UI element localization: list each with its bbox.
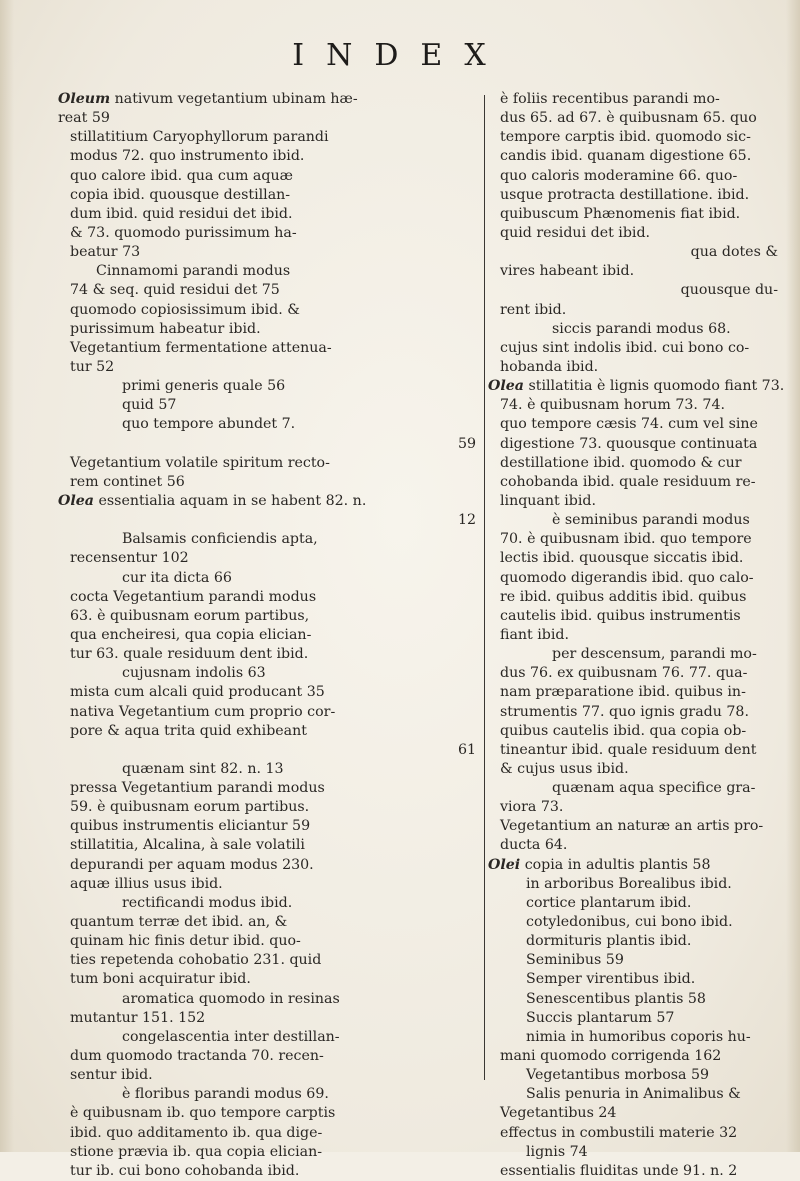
index-entry-text: quantum terræ det ibid. an, & [70,914,288,931]
index-entry-text: rectificandi modus ibid. [122,894,293,911]
index-entry-text: cur ita dicta 66 [122,569,232,586]
index-entry-text: ties repetenda cohobatio 231. quid [70,952,322,969]
index-line [58,703,486,722]
index-line [58,798,486,817]
index-line [58,951,486,970]
index-line [58,664,486,683]
index-entry-text: quænam sint 82. n. 13 [122,760,284,777]
index-entry-text: cujus sint indolis ibid. cui bono co- [500,339,750,356]
index-entry-text: pore & aqua trita quid exhibeant [70,722,307,739]
index-entry-text: Vegetantium volatile spiritum recto- [70,454,330,471]
index-entry-text: dus 65. ad 67. è quibusnam 65. quo [500,110,757,127]
index-entry-text: Succis plantarum 57 [526,1009,675,1026]
index-line [58,167,486,186]
index-entry-text: stillatitia, Alcalina, à sale volatili [70,837,305,854]
index-line [488,722,788,741]
index-column-right [488,90,788,1181]
index-entry-text: mani quomodo corrigenda 162 [500,1048,722,1065]
index-line [58,511,486,530]
index-entry-text: è seminibus parandi modus [552,512,750,529]
index-entry-text: dus 76. ex quibusnam 76. 77. qua- [500,665,748,682]
index-entry-text: quid 57 [122,397,177,414]
index-entry-text: 12 [457,512,476,529]
index-line [488,932,788,951]
index-entry-text: tempore carptis ibid. quomodo sic- [500,129,751,146]
index-line [488,530,788,549]
index-entry-text: 59. è quibusnam eorum partibus. [70,799,310,816]
index-entry-text: quibus instrumentis eliciantur 59 [70,818,311,835]
index-line [488,511,788,530]
index-line [488,90,788,109]
index-line [58,473,486,492]
index-entry-text: nativum vegetantium ubinam hæ- [114,91,358,107]
index-line [488,473,788,492]
index-entry-text: aquæ illius usus ibid. [70,875,223,892]
index-line [488,703,788,722]
index-line [488,377,788,396]
index-entry-text: pressa Vegetantium parandi modus [70,780,325,797]
index-entry-text: quo caloris moderamine 66. quo- [500,167,738,184]
index-entry-text: digestione 73. quousque continuata [500,435,758,452]
index-entry-text: mista cum alcali quid producant 35 [70,684,325,701]
index-entry-text: tur ib. cui bono cohobanda ibid. [70,1162,300,1179]
index-entry-text: quibus cautelis ibid. qua copia ob- [500,722,747,739]
index-entry-text: qua encheiresi, qua copia elician- [70,626,312,643]
index-entry-text: qua dotes & [690,244,778,261]
index-entry-text: Balsamis conficiendis apta, [122,531,318,548]
index-entry-text: Cinnamomi parandi modus [96,263,291,280]
index-line [488,454,788,473]
index-entry-text: per descensum, parandi mo- [552,646,757,663]
index-line [58,90,486,109]
index-line [58,1028,486,1047]
index-entry-text: 63. è quibusnam eorum partibus, [70,607,310,624]
index-entry-text: primi generis quale 56 [122,378,286,395]
index-entry-text: mutantur 151. 152 [70,1009,206,1026]
index-entry-text: stione prævia ib. qua copia elician- [70,1143,323,1160]
index-line [58,205,486,224]
index-entry-text: lectis ibid. quousque siccatis ibid. [500,550,744,567]
index-entry-text: quo calore ibid. qua cum aquæ [70,167,293,184]
index-entry-text: siccis parandi modus 68. [552,320,731,337]
index-headword: Olei [488,856,521,873]
index-entry-text: 74. è quibusnam horum 73. 74. [500,397,725,414]
index-line [488,1162,788,1181]
index-entry-text: stillatitium Caryophyllorum parandi [70,129,329,146]
index-line [58,530,486,549]
index-entry-text: depurandi per aquam modus 230. [70,856,314,873]
index-line [488,1143,788,1162]
index-entry-text: quomodo copiosissimum ibid. & [70,301,300,318]
index-headword: Olea [58,492,94,509]
index-line [58,1143,486,1162]
index-line [58,186,486,205]
page-edge-left [0,0,14,1152]
index-line [58,817,486,836]
column-divider [484,95,485,1080]
index-line [488,186,788,205]
index-entry-text: 74 & seq. quid residui det 75 [70,282,280,299]
index-line [58,1066,486,1085]
index-line [488,205,788,224]
index-entry-text: quibuscum Phænomenis fiat ibid. [500,205,741,222]
index-line [488,990,788,1009]
index-line [488,875,788,894]
index-entry-text: congelascentia inter destillan- [122,1028,340,1045]
index-line [488,1047,788,1066]
index-entry-text: copia ibid. quousque destillan- [70,186,291,203]
index-entry-text: tineantur ibid. quale residuum dent [500,741,757,758]
index-line [488,664,788,683]
index-line [488,320,788,339]
index-entry-text: rent ibid. [500,301,567,318]
index-line [58,588,486,607]
index-line [58,435,486,454]
index-line [58,970,486,989]
index-line [58,415,486,434]
index-line [58,262,486,281]
index-entry-text: & 73. quomodo purissimum ha- [70,224,297,241]
index-line [488,243,788,262]
index-entry-text: cujusnam indolis 63 [122,665,266,682]
index-line [58,875,486,894]
index-line [488,951,788,970]
index-entry-text: aromatica quomodo in resinas [122,990,340,1007]
index-line [488,836,788,855]
index-entry-text: copia in adultis plantis 58 [524,856,711,873]
index-entry-text: tur 63. quale residuum dent ibid. [70,646,309,663]
index-line [58,1047,486,1066]
index-line [488,1009,788,1028]
index-line [488,970,788,989]
index-entry-text: dum ibid. quid residui det ibid. [70,205,293,222]
index-line [58,741,486,760]
index-entry-text: Semper virentibus ibid. [526,971,696,988]
index-entry-text: Senescentibus plantis 58 [526,990,706,1007]
index-entry-text: nimia in humoribus coporis hu- [526,1028,751,1045]
index-line [58,224,486,243]
index-entry-text: re ibid. quibus additis ibid. quibus [500,588,747,605]
index-entry-text: dormituris plantis ibid. [526,933,692,950]
index-line [488,147,788,166]
index-line [58,894,486,913]
index-entry-text: reat 59 [58,110,110,127]
index-entry-text: Vegetantibus morbosa 59 [526,1067,710,1084]
page-edge-right [786,0,800,1152]
index-line [58,358,486,377]
index-line [488,1085,788,1104]
index-entry-text: cortice plantarum ibid. [526,894,692,911]
index-line [488,913,788,932]
index-line [488,1104,788,1123]
index-entry-text: strumentis 77. quo ignis gradu 78. [500,703,749,720]
index-line [58,913,486,932]
index-line [488,760,788,779]
index-entry-text: rem continet 56 [70,473,185,490]
index-line [58,549,486,568]
index-entry-text: Vegetantium fermentatione attenua- [70,339,332,356]
index-line [58,377,486,396]
index-entry-text: ibid. quo additamento ib. qua dige- [70,1124,323,1141]
index-line [58,301,486,320]
index-entry-text: 70. è quibusnam ibid. quo tempore [500,531,752,548]
index-headword: Oleum [58,91,111,107]
index-line [58,1009,486,1028]
index-line [58,147,486,166]
index-line [58,281,486,300]
index-line [58,109,486,128]
index-line [488,1124,788,1143]
index-entry-text: linquant ibid. [500,492,596,509]
index-line [488,262,788,281]
index-line [488,301,788,320]
index-entry-text: è quibusnam ib. quo tempore carptis [70,1105,336,1122]
index-line [488,358,788,377]
index-line [488,281,788,300]
index-entry-text: & cujus usus ibid. [500,760,629,777]
index-line [488,798,788,817]
page-header: INDEX [292,38,508,73]
index-entry-text: Seminibus 59 [526,952,624,969]
index-entry-text: quo tempore abundet 7. [122,416,296,433]
index-line [58,645,486,664]
index-entry-text: in arboribus Borealibus ibid. [526,875,732,892]
index-entry-text: 59 [457,435,476,452]
index-line [488,339,788,358]
index-line [58,128,486,147]
index-line [488,1028,788,1047]
index-entry-text: quænam aqua specifice gra- [552,780,756,797]
index-entry-text: beatur 73 [70,244,141,261]
index-entry-text: 61 [457,741,476,758]
index-line [488,588,788,607]
index-line [488,1066,788,1085]
index-line [488,435,788,454]
index-entry-text: nativa Vegetantium cum proprio cor- [70,703,336,720]
index-line [58,836,486,855]
index-entry-text: Vegetantium an naturæ an artis pro- [500,818,764,835]
index-entry-text: è foliis recentibus parandi mo- [500,91,720,107]
index-entry-text: destillatione ibid. quomodo & cur [500,454,742,471]
index-entry-text: Salis penuria in Animalibus & [526,1086,741,1103]
index-line [58,722,486,741]
index-entry-text: quo tempore cæsis 74. cum vel sine [500,416,758,433]
index-entry-text: nam præparatione ibid. quibus in- [500,684,746,701]
index-column-left [58,90,486,1181]
index-line [488,779,788,798]
index-line [488,626,788,645]
index-entry-text: tum boni acquiratur ibid. [70,971,251,988]
index-line [488,128,788,147]
index-line [58,320,486,339]
index-entry-text: cotyledonibus, cui bono ibid. [526,914,733,931]
index-line [58,607,486,626]
index-line [58,1162,486,1181]
index-line [58,683,486,702]
index-line [58,243,486,262]
index-line [58,990,486,1009]
index-entry-text: lignis 74 [526,1143,588,1160]
index-entry-text: quomodo digerandis ibid. quo calo- [500,569,754,586]
index-line [488,569,788,588]
index-entry-text: cautelis ibid. quibus instrumentis [500,607,741,624]
index-headword: Olea [488,378,524,395]
index-line [58,569,486,588]
index-entry-text: purissimum habeatur ibid. [70,320,261,337]
index-line [488,396,788,415]
index-entry-text: cohobanda ibid. quale residuum re- [500,473,756,490]
index-entry-text: vires habeant ibid. [500,263,635,280]
index-entry-text: ducta 64. [500,837,568,854]
index-line [58,779,486,798]
index-line [58,1104,486,1123]
index-line [488,607,788,626]
index-entry-text: cocta Vegetantium parandi modus [70,588,317,605]
index-line [488,894,788,913]
index-line [58,760,486,779]
index-entry-text: stillatitia è lignis quomodo fiant 73. [528,378,785,395]
index-line [58,492,486,511]
index-line [488,415,788,434]
index-line [488,224,788,243]
index-entry-text: quid residui det ibid. [500,224,651,241]
index-line [58,454,486,473]
index-line [488,549,788,568]
index-line [488,741,788,760]
index-entry-text: recensentur 102 [70,550,189,567]
index-line [488,683,788,702]
index-entry-text: essentialia aquam in se habent 82. n. [98,492,367,509]
index-line [58,626,486,645]
index-entry-text: fiant ibid. [500,626,570,643]
index-line [488,109,788,128]
index-line [488,167,788,186]
index-line [58,339,486,358]
index-line [488,492,788,511]
index-entry-text: tur 52 [70,358,115,375]
index-entry-text: hobanda ibid. [500,358,599,375]
index-entry-text: effectus in combustili materie 32 [500,1124,738,1141]
index-entry-text: usque protracta destillatione. ibid. [500,186,750,203]
index-entry-text: modus 72. quo instrumento ibid. [70,148,305,165]
index-entry-text: sentur ibid. [70,1067,153,1084]
index-entry-text: candis ibid. quanam digestione 65. [500,148,752,165]
index-entry-text: dum quomodo tractanda 70. recen- [70,1048,324,1065]
index-entry-text: è floribus parandi modus 69. [122,1086,329,1103]
index-entry-text: viora 73. [500,799,564,816]
index-line [58,1124,486,1143]
index-line [488,817,788,836]
index-entry-text: quinam hic finis detur ibid. quo- [70,933,301,950]
index-line [58,856,486,875]
index-line [58,932,486,951]
index-line [488,856,788,875]
index-line [488,645,788,664]
index-line [58,396,486,415]
index-line [58,1085,486,1104]
index-entry-text: essentialis fluiditas unde 91. n. 2 [500,1162,738,1179]
index-entry-text: Vegetantibus 24 [500,1105,617,1122]
index-entry-text: quousque du- [680,282,778,299]
